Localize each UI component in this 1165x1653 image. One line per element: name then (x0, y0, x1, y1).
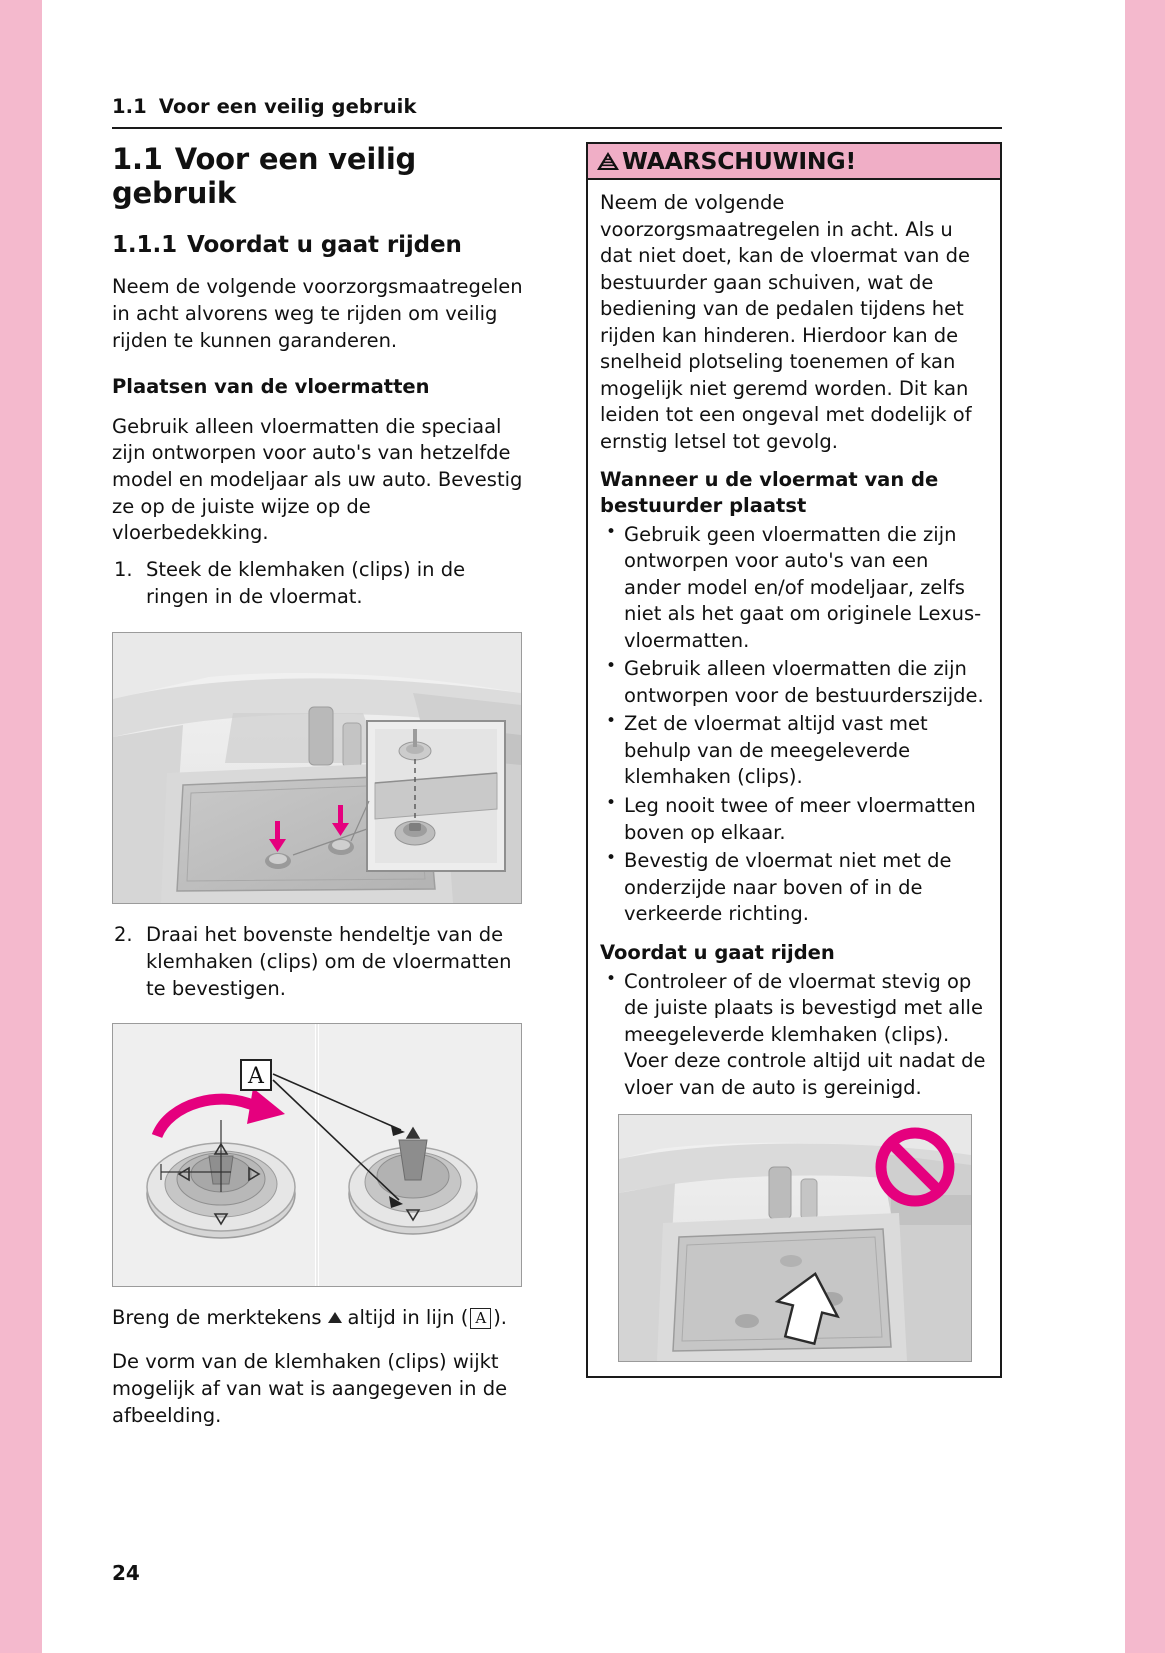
vloermat-controle-afbeelding (619, 1115, 971, 1361)
figure-clip-rotate (112, 1023, 522, 1287)
figure-mat-check (618, 1114, 972, 1362)
caption-align-marks (112, 1305, 532, 1332)
step-list-1 (112, 557, 532, 610)
page-title (112, 142, 532, 210)
running-header-text: Voor een veilig gebruik (158, 95, 417, 118)
subsection-title (112, 232, 532, 258)
list-item: • Zet de vloermat altijd vast met behulp van de meegeleverde klemhaken (clips). (600, 711, 988, 791)
page-edge-band-right (1125, 0, 1165, 1653)
caption-align-pre: Breng de merktekens (112, 1305, 322, 1329)
header-divider (112, 127, 1002, 129)
list-item: • Bevestig de vloermat niet met de onderzijde naar boven of in de verkeerde richting. (600, 848, 988, 928)
running-header (112, 95, 1002, 118)
warning-body (588, 180, 1000, 1376)
triangle-mark-icon (328, 1312, 342, 1323)
page-edge-band-left (0, 0, 42, 1653)
warning-bullet-list-2 (600, 969, 988, 1102)
list-item: • Gebruik alleen vloermatten die zijn ontworpen voor de bestuurderszijde. (600, 656, 988, 709)
klemhaak-draaien-afbeelding (113, 1024, 521, 1286)
figure-label-a: A (248, 1063, 264, 1089)
warning-heading-before-driving: Voordat u gaat rijden (600, 940, 835, 964)
warning-triangle-icon (596, 150, 620, 172)
caption-align-post: ). (493, 1305, 508, 1329)
mats-heading: Plaatsen van de vloermatten (112, 374, 430, 398)
caption-clip-shape: De vorm van de klemhaken (clips) wijkt mogelijk af van wat is aangegeven in de afbeelding. (112, 1350, 508, 1427)
subsection-number: 1.1.1 (112, 232, 177, 259)
page-title-text: Voor een veilig gebruik (112, 142, 417, 211)
step-marker: 1. (114, 558, 133, 582)
warning-box (586, 142, 1002, 1378)
step-text: Steek de klemhaken (clips) in de ringen in de vloermat. (146, 558, 466, 608)
vloermat-klemhaak-inzetafbeelding (113, 633, 521, 903)
subsection-text: Voordat u gaat rijden (187, 232, 462, 259)
warning-heading-placing: Wanneer u de vloermat van de bestuurder plaatst (600, 468, 939, 517)
caption-align-mid: altijd in lijn ( (347, 1305, 469, 1329)
step-text: Draai het bovenste hendeltje van de klemhaken (clips) om de vloermatten te bevestigen. (146, 923, 512, 1000)
list-item (112, 557, 532, 610)
warning-header (588, 144, 1000, 180)
list-item: • Controleer of de vloermat stevig op de juiste plaats is bevestigd met alle meegeleverde klemhaken (clips). Voer deze controle altijd uit nadat de vloer van de auto is gereinigd. (600, 969, 988, 1102)
mats-paragraph: Gebruik alleen vloermatten die speciaal zijn ontworpen voor auto's van hetzelfde model en modeljaar als uw auto. Bevestig ze op de juiste wijze op de vloerbedekking. (112, 414, 523, 545)
warning-title: WAARSCHUWING! (622, 147, 856, 175)
page-content (112, 0, 1002, 1653)
page-number: 24 (112, 1561, 140, 1585)
running-header-number: 1.1 (112, 95, 147, 118)
page-title-number: 1.1 (112, 142, 163, 176)
label-a-box: A (470, 1308, 491, 1329)
warning-bullet-list-1 (600, 522, 988, 928)
step-marker: 2. (114, 923, 133, 947)
intro-paragraph: Neem de volgende voorzorgsmaatregelen in acht alvorens weg te rijden om veilig rijden te kunnen garanderen. (112, 275, 523, 352)
left-column (112, 142, 532, 1429)
right-column (586, 142, 1002, 1378)
list-item: • Gebruik geen vloermatten die zijn ontworpen voor auto's van een ander model en/of modeljaar, zelfs niet als het gaat om originele Lexus-vloermatten. (600, 522, 988, 655)
list-item: • Leg nooit twee of meer vloermatten boven op elkaar. (600, 793, 988, 846)
list-item (112, 922, 532, 1002)
warning-intro: Neem de volgende voorzorgsmaatregelen in acht. Als u dat niet doet, kan de vloermat van de bestuurder gaan schuiven, wat de bediening van de pedalen tijdens het rijden kan hinderen. Hierdoor kan de snelheid plotseling toenemen of kan mogelijk niet geremd worden. Dit kan leiden tot een ongeval met dodelijk of ernstig letsel tot gevolg. (600, 191, 972, 453)
figure-floor-mat-clips (112, 632, 522, 904)
step-list-2 (112, 922, 532, 1002)
